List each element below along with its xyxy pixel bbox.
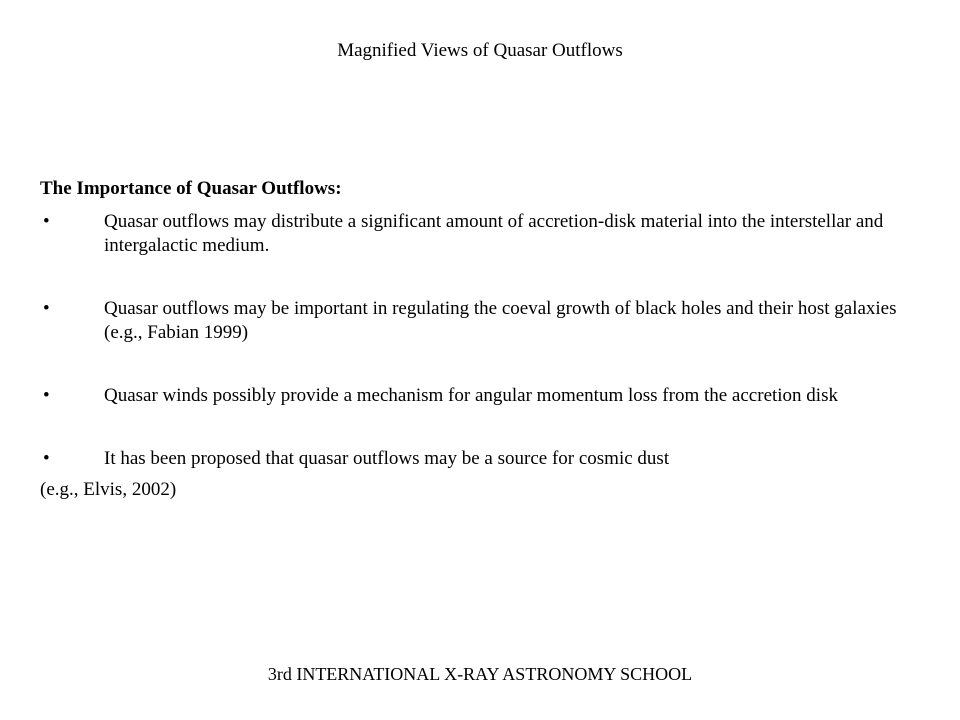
bullet-item [40,384,920,408]
bullet-item [40,297,920,345]
section-heading: The Importance of Quasar Outflows: [40,178,342,199]
bullet-icon: • [43,385,50,406]
bullet-item [40,447,920,471]
slide-footer: 3rd INTERNATIONAL X-RAY ASTRONOMY SCHOOL [267,664,693,684]
bullet-text: Quasar outflows may distribute a significant amount of accretion-disk material into the interstellar and intergalactic medium. [104,211,884,256]
citation-text: (e.g., Elvis, 2002) [40,479,177,500]
bullet-text: Quasar winds possibly provide a mechanism for angular momentum loss from the accretion disk [104,385,838,406]
bullet-icon: • [43,448,50,469]
slide-content [40,177,920,502]
slide-title: Magnified Views of Quasar Outflows [337,40,623,61]
bullet-text: It has been proposed that quasar outflows may be a source for cosmic dust [104,448,670,469]
bullet-icon: • [43,298,50,319]
bullet-icon: • [43,211,50,232]
bullet-text: Quasar outflows may be important in regulating the coeval growth of black holes and their host galaxies (e.g., Fabian 1999) [104,298,897,343]
bullet-item [40,210,920,258]
